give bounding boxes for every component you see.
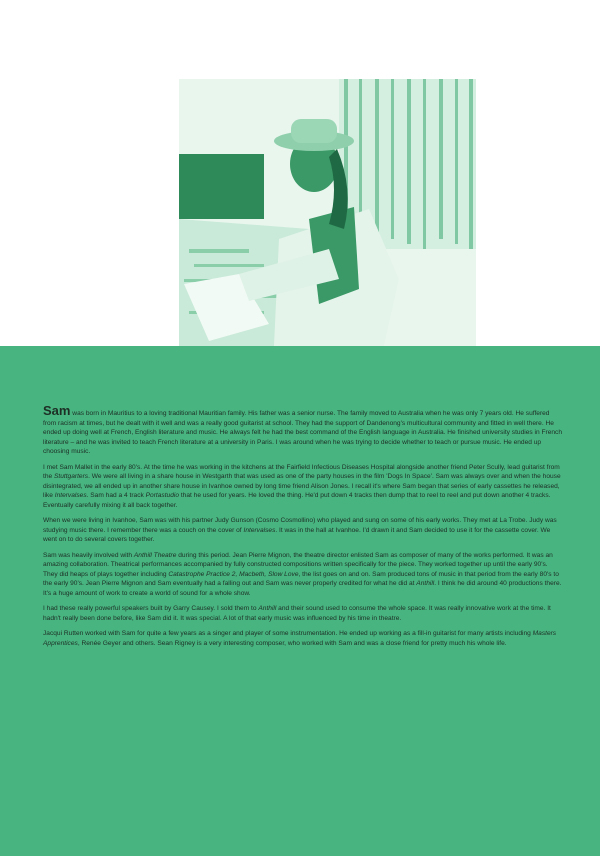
paragraph-3	[43, 516, 563, 545]
article-body	[43, 403, 563, 654]
p5-text-b: and their sound used to consume the whole space. It was really innovative work at the time. It hadn't really been done before, like Sam did it. It was special. A lot of that early music was influenced by his time in theatre.	[43, 605, 551, 622]
p5-italic-1: Anthill	[258, 605, 277, 612]
p2-italic-1: Stuttgarters	[54, 473, 89, 480]
p6-italic-1: Masters Apprentices	[43, 630, 557, 647]
p3-text-b: . It was in the hall at Ivanhoe. I'd drawn it and Sam decided to use it for the cassette cover. We went on to do several covers together.	[43, 526, 551, 543]
p4-italic-2: Catastrophe Practice 2, Macbeth, Slow Love	[168, 570, 299, 578]
paragraph-6	[43, 629, 563, 648]
p4-text-b: during this period. Jean Pierre Mignon, the theatre director enlisted Sam as composer of many of the works performed. It was an amazing collaboration. Theatrical performances accompanied by fully constructed compositions written specifically for the piece. They worked together up until the early 90's. They did heaps of plays together including	[43, 551, 553, 578]
paragraph-5	[43, 604, 563, 623]
p2-text-c: . Sam had a 4 track	[86, 492, 146, 499]
portrait-photo	[179, 79, 476, 346]
p4-text-a: Sam was heavily involved with	[43, 551, 134, 559]
portrait-photo-image	[179, 79, 476, 346]
p2-text-b: . We were all living in a share house in Westgarth that was used as one of the party houses in the film 'Dogs In Space'. Sam was always over and when the house disintegrated, we all ended up in another share house in Ivanhoe owned by long time friend Alison Jones. I recall it's where Sam began that series of early cassettes he released, like	[43, 473, 561, 499]
p6-text-b: , Renée Geyer and others. Sean Rigney is a very interesting composer, who worked with Sam and was a close friend for pretty much his whole life.	[77, 639, 507, 647]
p2-text-a: I met Sam Mallet in the early 80's. At the time he was working in the kitchens at the Fairfield Infectious Diseases Hospital alongside another friend Peter Scully, lead guitarist from the	[43, 463, 560, 480]
p4-italic-3: Anthill	[416, 580, 435, 587]
p4-text-c: , the list goes on and on. Sam produced tons of music in that period from the early 80's to the early 90's. Jean Pierre Mignon and Sam eventually had a falling out and Sam was never properly credited for what he did at	[43, 570, 559, 587]
p6-text-a: Jacqui Rutten worked with Sam for quite a few years as a singer and player of some instrumentation. He ended up working as a fill-in guitarist for many artists including	[43, 630, 533, 637]
paragraph-2	[43, 463, 563, 511]
paragraph-1-text: was born in Mauritius to a loving traditional Mauritian family. His father was a senior nurse. The family moved to Australia when he was only 7 years old. He suffered from racism at times, but he dealt with it well and was a really good guitarist at school. They had the support of Dandenong's multicultural community and fitted in well there. He ended up doing well at French, English literature and music. He always felt he had the best command of the English language in Australia. He finished university studies in French literature – and he was invited to teach French literature at a university in Paris. I was around when he was trying to decide whether to teach or pursue music. He ended up choosing music.	[43, 410, 562, 455]
p2-italic-3: Portastudio	[145, 492, 179, 499]
paragraph-1	[43, 403, 563, 457]
paragraph-4	[43, 551, 563, 599]
p4-italic-1: Anthill Theatre	[133, 551, 177, 559]
p3-italic-1: Intervalses	[243, 526, 276, 534]
p2-text-d: that he used for years. He loved the thing. He'd put down 4 tracks then dump that to reel to reel and put down another 4 tracks. Eventually carefully mixing it all back together.	[43, 492, 551, 509]
lead-name: Sam	[43, 403, 71, 418]
p5-text-a: I had these really powerful speakers built by Garry Causey. I sold them to	[43, 605, 259, 612]
p3-text-a: When we were living in Ivanhoe, Sam was with his partner Judy Gunson (Cosmo Cosmollino) who played and sung on some of his early works. They met at La Trobe. Judy was studying music there. I remember there was a couch on the cover of	[43, 517, 557, 534]
p4-text-d: . I think he did around 40 productions there. It's a huge amount of work to create a world of sound for a whole show.	[43, 580, 562, 597]
p2-italic-2: Intervalses	[54, 492, 87, 499]
